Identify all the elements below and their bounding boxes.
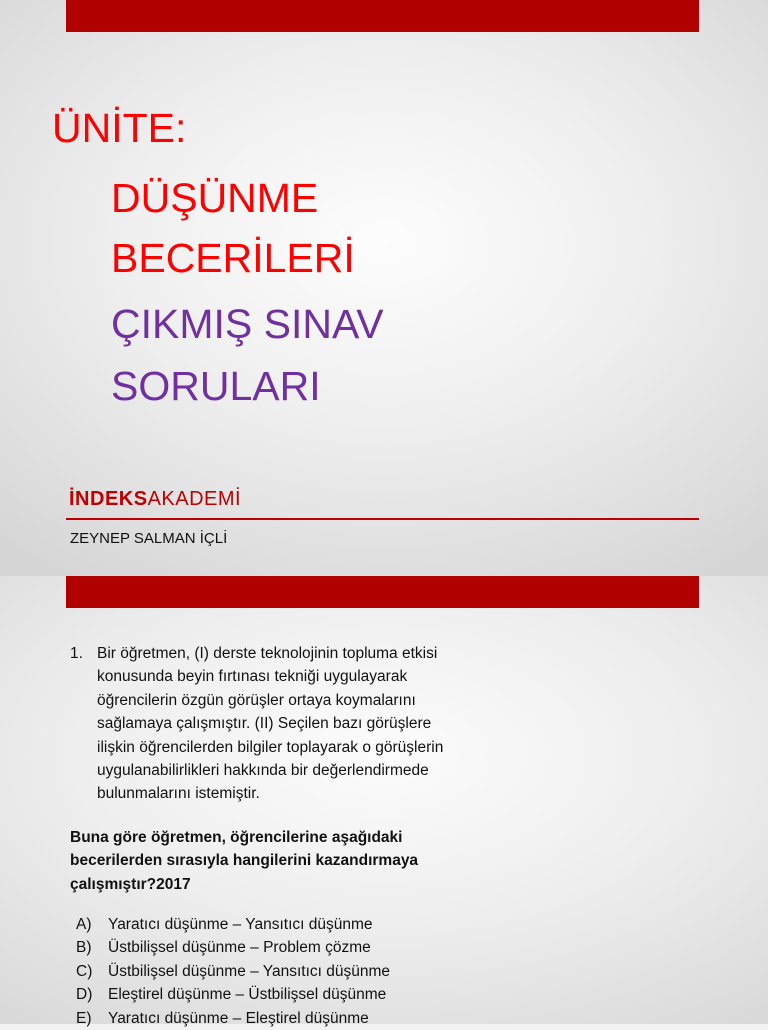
header-bar-2 <box>66 576 699 608</box>
option-text: Eleştirel düşünme – Üstbilişsel düşünme <box>108 986 387 1004</box>
option-text: Yaratıcı düşünme – Yansıtıcı düşünme <box>108 916 373 933</box>
option-key: D) <box>76 986 93 1004</box>
logo-part-2: AKADEMİ <box>147 488 242 510</box>
title-line-1: ÜNİTE: <box>52 105 187 151</box>
option-key: B) <box>76 939 92 957</box>
option-text: Üstbilişsel düşünme – Yansıtıcı düşünme <box>108 962 391 980</box>
question-prompt: Buna göre öğretmen, öğrencilerine aşağıdaki becerilerden sırasıyla hangilerini kazandırmaya çalışmıştır?2017 <box>70 829 419 893</box>
logo-part-1: İNDEKS <box>69 488 148 510</box>
option-text: Üstbilişsel düşünme – Problem çözme <box>108 939 371 957</box>
option-key: C) <box>76 962 93 980</box>
title-line-5: SORULARI <box>111 363 321 409</box>
option-key: A) <box>76 916 92 933</box>
header-bar <box>66 0 699 32</box>
question-number: 1. <box>70 645 83 662</box>
title-line-3: BECERİLERİ <box>111 235 355 281</box>
option-key: E) <box>76 1009 92 1027</box>
author-name: ZEYNEP SALMAN İÇLİ <box>70 530 228 547</box>
question-text: Bir öğretmen, (I) derste teknolojinin topluma etkisi konusunda beyin fırtınası tekniği uygulayarak öğrencilerin özgün görüşler ortaya koymalarını sağlamaya çalışmıştır. (II) Seçilen bazı görüşlere ilişkin öğrencilerden bilgiler toplayarak o görüşlerin uygulanabilirlikleri hakkında bir değerlendirmede bulunmalarını istemiştir. <box>97 645 444 803</box>
option-text: Yaratıcı düşünme – Eleştirel düşünme <box>108 1009 369 1027</box>
divider-line <box>66 518 699 520</box>
title-line-4: ÇIKMIŞ SINAV <box>111 301 384 347</box>
title-line-2: DÜŞÜNME <box>111 175 319 221</box>
brand-logo <box>69 488 241 511</box>
